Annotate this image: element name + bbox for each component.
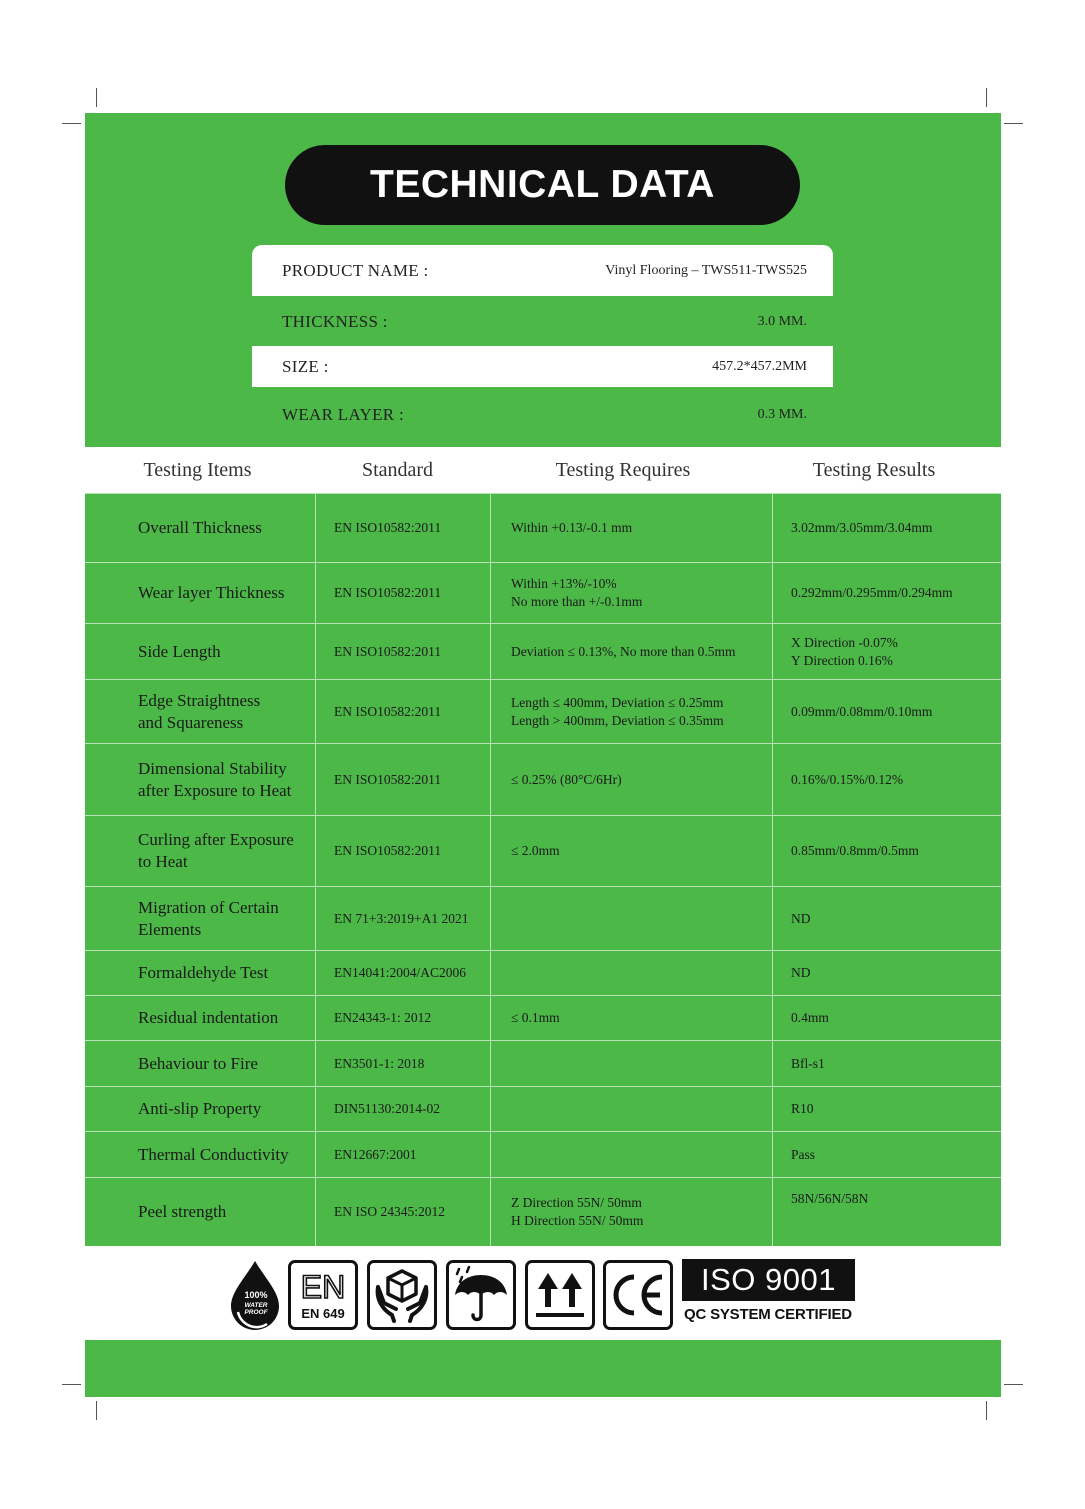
table-row xyxy=(85,815,1001,886)
testing-requires-cell-line: ≤ 0.1mm xyxy=(511,1010,560,1025)
testing-item-cell xyxy=(85,680,316,743)
iso-subtitle: QC SYSTEM CERTIFIED xyxy=(684,1306,852,1323)
column-header-standard: Standard xyxy=(361,458,434,481)
testing-item-cell-line: Side Length xyxy=(138,641,221,661)
testing-item-cell xyxy=(85,563,316,623)
testing-results-cell-line: 0.09mm/0.08mm/0.10mm xyxy=(791,703,933,719)
testing-requires-cell xyxy=(491,1087,773,1131)
testing-item-cell xyxy=(85,744,316,815)
testing-requires-cell-line: Z Direction 55N/ 50mm xyxy=(511,1195,642,1210)
testing-item-cell-line: Overall Thickness xyxy=(138,518,262,537)
standard-cell: EN ISO10582:2011 xyxy=(316,744,491,815)
column-header-testing-items: Testing Items xyxy=(143,458,252,481)
testing-requires-cell xyxy=(491,1132,773,1177)
testing-requires-cell-line: Length ≤ 400mm, Deviation ≤ 0.25mm xyxy=(511,694,724,710)
testing-results-cell xyxy=(773,1041,1001,1086)
testing-results-cell-line: ND xyxy=(791,910,811,926)
waterproof-text-2: WATER xyxy=(244,1302,268,1309)
testing-results-cell xyxy=(773,951,1001,995)
testing-item-cell-line: to Heat xyxy=(138,852,188,871)
testing-requires-cell-line: Within +13%/-10% xyxy=(511,576,617,591)
spec-row-size xyxy=(252,346,833,387)
testing-requires-cell xyxy=(491,887,773,950)
waterproof-icon xyxy=(227,1258,283,1332)
table-row xyxy=(85,1040,1001,1086)
spec-row-thickness xyxy=(252,299,833,345)
spec-value: 3.0 MM. xyxy=(757,314,807,329)
testing-results-cell-line: 0.292mm/0.295mm/0.294mm xyxy=(791,585,953,600)
testing-results-cell-line: 3.02mm/3.05mm/3.04mm xyxy=(791,520,933,535)
testing-item-cell xyxy=(85,494,316,562)
crop-mark xyxy=(96,1401,97,1420)
standard-cell: EN 71+3:2019+A1 2021 xyxy=(316,887,491,950)
testing-item-cell-line: and Squareness xyxy=(138,712,244,732)
testing-results-cell xyxy=(773,744,1001,815)
testing-item-cell xyxy=(85,624,316,679)
testing-requires-cell-line: Within +0.13/-0.1 mm xyxy=(511,520,633,535)
box-handling-icon xyxy=(367,1260,437,1330)
spec-row-product-name xyxy=(252,245,833,296)
crop-mark xyxy=(986,88,987,107)
table-row xyxy=(85,623,1001,679)
testing-item-cell-line: Curling after Exposure xyxy=(138,830,294,849)
testing-results-cell-line: 0.4mm xyxy=(791,1010,829,1025)
testing-results-cell-line: 0.85mm/0.8mm/0.5mm xyxy=(791,843,919,858)
testing-results-cell xyxy=(773,1178,1001,1246)
testing-requires-cell-line: ≤ 0.25% (80°C/6Hr) xyxy=(511,771,622,787)
testing-item-cell-line: Migration of Certain xyxy=(138,897,279,917)
testing-requires-cell xyxy=(491,680,773,743)
crop-mark xyxy=(986,1401,987,1420)
testing-item-cell xyxy=(85,1178,316,1246)
testing-item-cell-line: Formaldehyde Test xyxy=(138,963,269,982)
testing-item-cell-line: Edge Straightness xyxy=(138,690,261,710)
standard-cell: EN14041:2004/AC2006 xyxy=(316,951,491,995)
testing-requires-cell xyxy=(491,951,773,995)
testing-results-cell xyxy=(773,1132,1001,1177)
table-row xyxy=(85,1131,1001,1177)
crop-mark xyxy=(62,123,81,124)
spec-value: Vinyl Flooring – TWS511-TWS525 xyxy=(605,262,807,278)
standard-cell: EN12667:2001 xyxy=(316,1132,491,1177)
page-title: TECHNICAL DATA xyxy=(285,145,800,225)
table-row xyxy=(85,493,1001,562)
testing-item-cell-line: Behaviour to Fire xyxy=(138,1053,258,1073)
testing-requires-cell-line: No more than +/-0.1mm xyxy=(511,594,643,609)
en-649-icon xyxy=(288,1260,358,1330)
keep-dry-umbrella-icon xyxy=(446,1260,516,1330)
testing-requires-cell xyxy=(491,624,773,679)
testing-item-cell-line: Elements xyxy=(138,919,202,939)
crop-mark xyxy=(1004,123,1023,124)
standard-cell: EN24343-1: 2012 xyxy=(316,996,491,1040)
testing-item-cell xyxy=(85,1132,316,1177)
testing-item-cell xyxy=(85,816,316,886)
testing-results-cell-line: R10 xyxy=(791,1101,814,1116)
spec-row-wear-layer xyxy=(252,392,833,438)
spec-label: SIZE : xyxy=(282,356,329,376)
testing-item-cell-line: Peel strength xyxy=(138,1202,227,1221)
testing-item-cell-line: after Exposure to Heat xyxy=(138,780,292,800)
testing-requires-cell-line: H Direction 55N/ 50mm xyxy=(511,1213,644,1228)
testing-requires-cell-line: Deviation ≤ 0.13%, No more than 0.5mm xyxy=(511,643,736,659)
table-row xyxy=(85,679,1001,743)
testing-requires-cell xyxy=(491,1041,773,1086)
table-row xyxy=(85,950,1001,995)
table-header xyxy=(85,447,1001,493)
testing-item-cell xyxy=(85,996,316,1040)
testing-item-cell xyxy=(85,951,316,995)
iso-9001-badge: ISO 9001 xyxy=(682,1259,855,1301)
testing-results-cell xyxy=(773,563,1001,623)
testing-results-cell xyxy=(773,624,1001,679)
table-row xyxy=(85,743,1001,815)
spec-value: 0.3 MM. xyxy=(757,407,807,422)
table-row xyxy=(85,562,1001,623)
column-header-testing-requires: Testing Requires xyxy=(555,458,691,481)
testing-requires-cell xyxy=(491,1178,773,1246)
spec-label: PRODUCT NAME : xyxy=(282,260,429,280)
table-row xyxy=(85,1086,1001,1131)
en-code-text: EN 649 xyxy=(301,1306,345,1321)
standard-cell: EN ISO 24345:2012 xyxy=(316,1178,491,1246)
ce-mark-icon xyxy=(603,1260,673,1330)
testing-results-cell xyxy=(773,1087,1001,1131)
testing-item-cell xyxy=(85,1041,316,1086)
testing-item-cell-line: Residual indentation xyxy=(138,1008,279,1027)
spec-value: 457.2*457.2MM xyxy=(712,358,807,374)
testing-item-cell-line: Dimensional Stability xyxy=(138,758,287,778)
testing-requires-cell xyxy=(491,563,773,623)
testing-results-cell-line: 58N/56N/58N xyxy=(791,1191,869,1206)
testing-item-cell xyxy=(85,1087,316,1131)
crop-mark xyxy=(1004,1384,1023,1385)
standard-cell: EN ISO10582:2011 xyxy=(316,680,491,743)
testing-requires-cell xyxy=(491,996,773,1040)
standard-cell: EN ISO10582:2011 xyxy=(316,816,491,886)
testing-requires-cell-line: ≤ 2.0mm xyxy=(511,843,560,858)
testing-requires-cell xyxy=(491,744,773,815)
testing-item-cell-line: Anti-slip Property xyxy=(138,1099,262,1118)
testing-results-cell xyxy=(773,887,1001,950)
testing-results-cell xyxy=(773,680,1001,743)
spec-label: THICKNESS : xyxy=(282,312,388,331)
standard-cell: EN3501-1: 2018 xyxy=(316,1041,491,1086)
waterproof-text-3: PROOF xyxy=(244,1309,268,1316)
testing-results-cell xyxy=(773,816,1001,886)
testing-item-cell-line: Thermal Conductivity xyxy=(138,1144,289,1164)
table-row xyxy=(85,1177,1001,1246)
testing-results-cell-line: ND xyxy=(791,965,811,980)
crop-mark xyxy=(62,1384,81,1385)
certification-band xyxy=(85,1246,1001,1340)
this-way-up-icon xyxy=(525,1260,595,1330)
table-row xyxy=(85,886,1001,950)
crop-mark xyxy=(96,88,97,107)
datasheet xyxy=(85,113,1001,1397)
waterproof-text-1: 100% xyxy=(244,1290,268,1300)
table-row xyxy=(85,995,1001,1040)
testing-results-cell xyxy=(773,996,1001,1040)
testing-results-cell-line: X Direction -0.07% xyxy=(791,634,898,650)
testing-results-cell-line: Bfl-s1 xyxy=(791,1055,825,1071)
en-logo-text: EN xyxy=(300,1269,346,1305)
spec-label: WEAR LAYER : xyxy=(282,405,404,424)
standard-cell: EN ISO10582:2011 xyxy=(316,563,491,623)
testing-results-cell xyxy=(773,494,1001,562)
testing-results-cell-line: Y Direction 0.16% xyxy=(791,652,893,668)
testing-requires-cell xyxy=(491,816,773,886)
testing-requires-cell xyxy=(491,494,773,562)
standard-cell: EN ISO10582:2011 xyxy=(316,494,491,562)
column-header-testing-results: Testing Results xyxy=(812,458,936,481)
standard-cell: DIN51130:2014-02 xyxy=(316,1087,491,1131)
testing-results-cell-line: 0.16%/0.15%/0.12% xyxy=(791,771,904,787)
testing-item-cell xyxy=(85,887,316,950)
testing-requires-cell-line: Length > 400mm, Deviation ≤ 0.35mm xyxy=(511,712,724,728)
testing-item-cell-line: Wear layer Thickness xyxy=(138,583,285,602)
standard-cell: EN ISO10582:2011 xyxy=(316,624,491,679)
testing-results-cell-line: Pass xyxy=(791,1146,816,1162)
